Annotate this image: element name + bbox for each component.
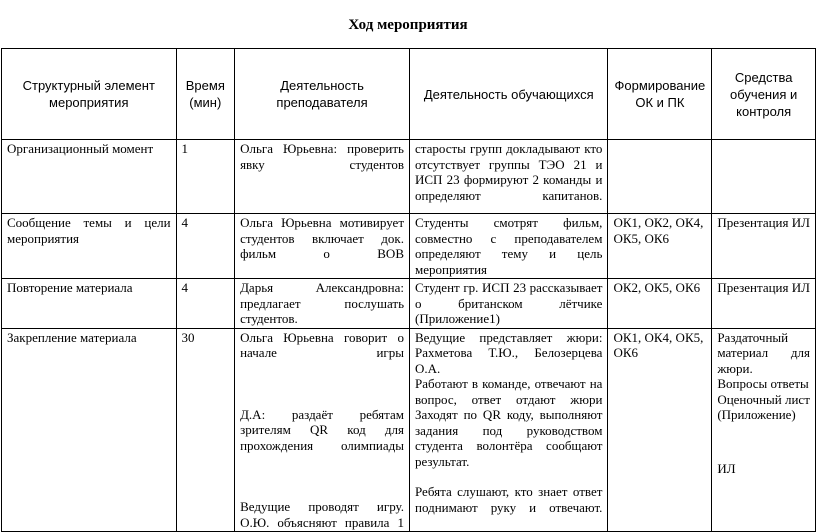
cell-means: Презентация ИЛ xyxy=(712,214,816,279)
header-structural-element: Структурный элемент мероприятия xyxy=(2,49,177,140)
cell-element: Организационный момент xyxy=(2,140,177,214)
students-part: Ребята слушают, кто знает ответ поднимают руку и отвечают. xyxy=(415,484,603,515)
means-part: Раздаточный материал для жюри. xyxy=(717,329,810,376)
table-row xyxy=(2,279,816,329)
cell-teacher: Ольга Юрьевна мотивирует студентов включает док. фильм о ВОВ xyxy=(235,214,410,279)
teacher-part: Д.А: раздаёт ребятам зрителям QR код для прохождения олимпиады xyxy=(240,406,404,453)
cell-teacher xyxy=(235,328,410,532)
cell-time: 4 xyxy=(176,279,235,329)
cell-time: 1 xyxy=(176,140,235,214)
document-title: Ход мероприятия xyxy=(348,17,468,33)
header-competencies: Формирование ОК и ПК xyxy=(608,49,712,140)
cell-competencies: ОК1, ОК2, ОК4, ОК5, ОК6 xyxy=(608,214,712,279)
cell-students xyxy=(410,328,608,532)
cell-means: Презентация ИЛ xyxy=(712,279,816,329)
header-teacher-activity: Деятельность преподавателя xyxy=(235,49,410,140)
cell-teacher: Дарья Александровна: предлагает послушать студентов. xyxy=(235,279,410,329)
cell-competencies xyxy=(608,140,712,214)
cell-element: Закрепление материала xyxy=(2,328,177,532)
cell-students: Студенты смотрят фильм, совместно с преподавателем определяют тему и цель мероприятия xyxy=(410,214,608,279)
means-part: Оценочный лист (Приложение) xyxy=(717,391,810,422)
students-part: Ведущие представляет жюри: Рахметова Т.Ю., Белозерцева О.А. xyxy=(415,329,603,376)
students-part: Заходят по QR коду, выполняют задания под руководством студента волонтёра сообщают результат. xyxy=(415,407,603,469)
table-row xyxy=(2,214,816,279)
table-row xyxy=(2,328,816,532)
cell-time: 4 xyxy=(176,214,235,279)
means-part: Вопросы ответы xyxy=(717,376,809,391)
cell-students: Студент гр. ИСП 23 рассказывает о британском лётчике (Приложение1) xyxy=(410,279,608,329)
cell-time: 30 xyxy=(176,328,235,532)
table-header-row xyxy=(2,49,816,140)
students-part: Работают в команде, отвечают на вопрос, ответ отдают жюри xyxy=(415,376,603,407)
header-means: Средства обучения и контроля xyxy=(712,49,816,140)
teacher-part: Ольга Юрьевна говорит о начале игры xyxy=(240,329,404,360)
means-part: ИЛ xyxy=(717,460,736,476)
cell-competencies: ОК2, ОК5, ОК6 xyxy=(608,279,712,329)
cell-means xyxy=(712,328,816,532)
header-time: Время (мин) xyxy=(176,49,235,140)
cell-students: старосты групп докладывают кто отсутствует группы ТЭО 21 и ИСП 23 формируют 2 команды и определяют капитанов. xyxy=(410,140,608,214)
cell-element: Повторение материала xyxy=(2,279,177,329)
teacher-part: Ведущие проводят игру. О.Ю. объясняют правила 1 xyxy=(240,499,404,530)
table-row xyxy=(2,140,816,214)
cell-teacher: Ольга Юрьевна: проверить явку студентов xyxy=(235,140,410,214)
event-plan-table xyxy=(1,48,816,532)
cell-means xyxy=(712,140,816,214)
cell-element: Сообщение темы и цели мероприятия xyxy=(2,214,177,279)
header-student-activity: Деятельность обучающихся xyxy=(410,49,608,140)
cell-competencies: ОК1, ОК4, ОК5, ОК6 xyxy=(608,328,712,532)
